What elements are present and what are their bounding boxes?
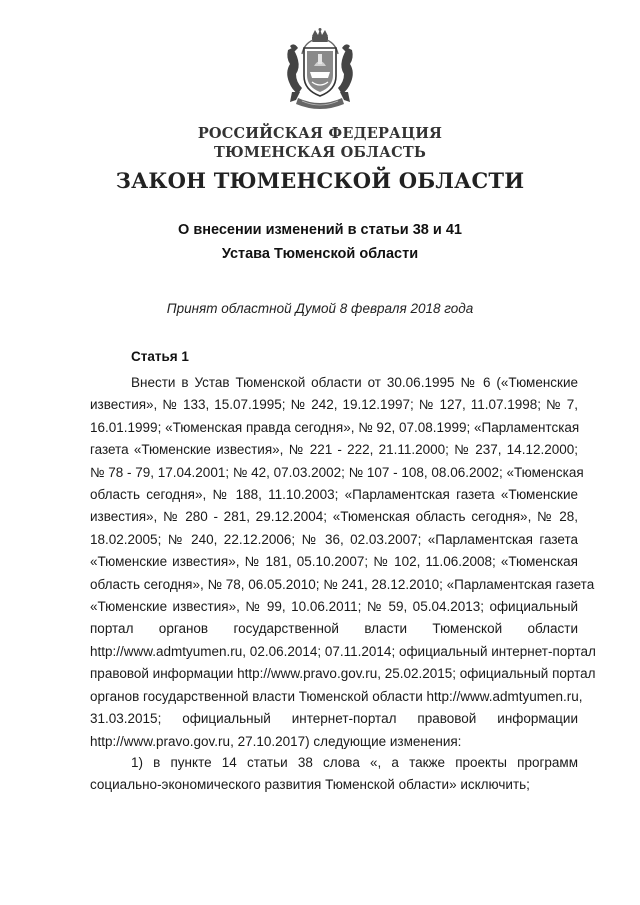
body-line: 16.01.1999; «Тюменская правда сегодня», № 92, 07.08.1999; «Парламентская — [90, 419, 580, 435]
body-line: органов государственной власти Тюменской области http://www.admtyumen.ru, — [90, 688, 583, 704]
body-line: «Тюменские известия», № 181, 05.10.2007; № 102, 11.06.2008; «Тюменская — [90, 554, 578, 570]
body-line: известия», № 133, 15.07.1995; № 242, 19.12.1997; № 127, 11.07.1998; № 7, — [90, 397, 578, 413]
country-heading: РОССИЙСКАЯ ФЕДЕРАЦИЯ — [197, 125, 443, 142]
article-item-1 — [90, 752, 578, 797]
body-line: Внести в Устав Тюменской области от 30.06.1995 № 6 («Тюменские — [131, 375, 578, 390]
body-line: 31.03.2015; официальный интернет-портал правовой информации — [90, 711, 578, 727]
body-line: область сегодня», № 188, 11.10.2003; «Парламентская газета «Тюменские — [90, 487, 578, 503]
article-body — [90, 372, 596, 753]
body-line: http://www.pravo.gov.ru, 27.10.2017) следующие изменения: — [90, 733, 462, 749]
body-line: правовой информации http://www.pravo.gov.ru, 25.02.2015; официальный портал — [90, 666, 596, 682]
body-line: 18.02.2005; № 240, 22.12.2006; № 36, 02.03.2007; «Парламентская газета — [90, 531, 578, 547]
body-line: портал органов государственной власти Тюменской области — [90, 621, 578, 637]
coat-of-arms-emblem — [282, 28, 358, 114]
region-heading: ТЮМЕНСКАЯ ОБЛАСТЬ — [214, 144, 426, 161]
body-line: http://www.admtyumen.ru, 02.06.2014; 07.11.2014; официальный интернет-портал — [90, 643, 596, 659]
body-line: известия», № 280 - 281, 29.12.2004; «Тюменская область сегодня», № 28, — [90, 509, 578, 525]
document-type-title: ЗАКОН ТЮМЕНСКОЙ ОБЛАСТИ — [115, 168, 525, 193]
body-line: область сегодня», № 78, 06.05.2010; № 241, 28.12.2010; «Парламентская газета — [90, 576, 595, 592]
law-subject-line-1: О внесении изменений в статьи 38 и 41 — [178, 222, 462, 238]
body-line: «Тюменские известия», № 99, 10.06.2011; № 59, 05.04.2013; официальный — [90, 599, 578, 615]
body-line: № 78 - 79, 17.04.2001; № 42, 07.03.2002; № 107 - 108, 08.06.2002; «Тюменская — [90, 464, 584, 480]
article-heading: Статья 1 — [131, 349, 189, 364]
body-line: газета «Тюменские известия», № 221 - 222, 21.11.2000; № 237, 14.12.2000; — [90, 442, 578, 458]
adoption-note: Принят областной Думой 8 февраля 2018 года — [166, 301, 474, 316]
item-line: социально-экономического развития Тюменской области» исключить; — [90, 777, 530, 793]
law-subject-line-2: Устава Тюменской области — [221, 246, 419, 262]
item-line: 1) в пункте 14 статьи 38 слова «, а также проекты программ — [131, 755, 578, 770]
